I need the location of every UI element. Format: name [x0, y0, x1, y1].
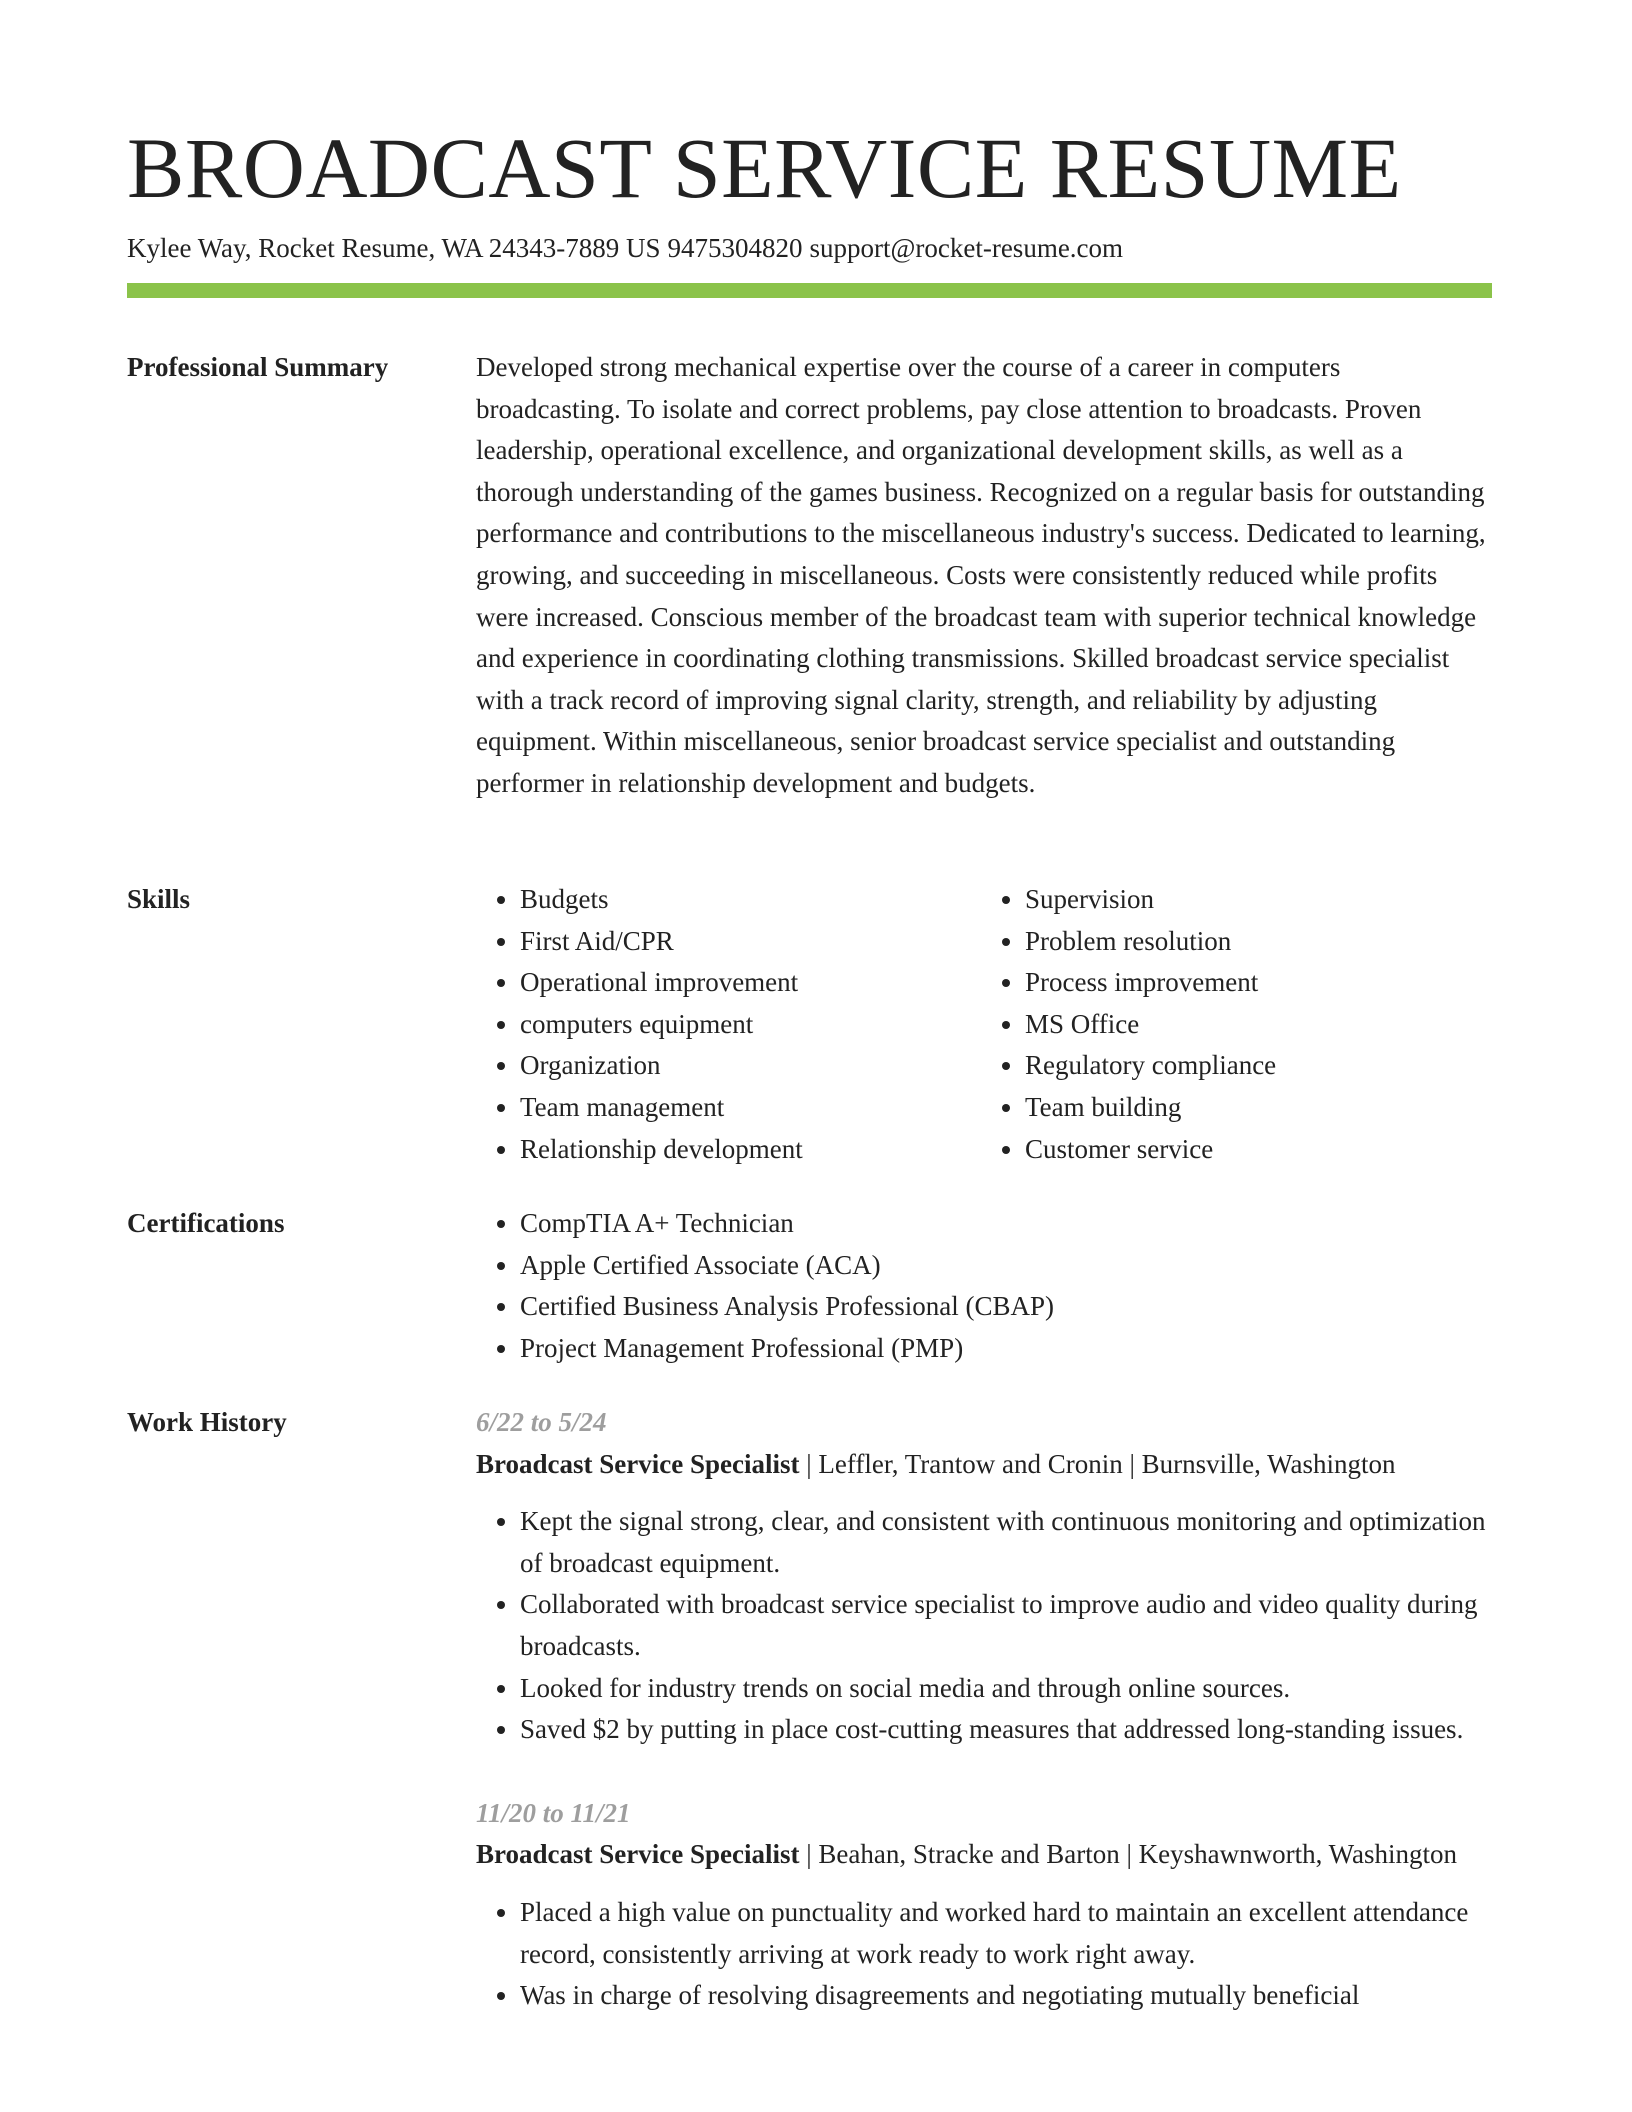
summary-text: Developed strong mechanical expertise over the course of a career in computers broadcasting. To isolate and correct problems, pay close attention to broadcasts. Proven leadership, operational excellence, and organizational development skills, as well as a thorough understanding of the games business. Recognized on a regular basis for outstanding performance and contributions to the miscellaneous industry's success. Dedicated to learning, growing, and succeeding in miscellaneous. Costs were consistently reduced while profits were increased. Conscious member of the broadcast team with superior technical knowledge and experience in coordinating clothing transmissions. Skilled broadcast service specialist with a track record of improving signal clarity, strength, and reliability by adjusting equipment. Within miscellaneous, senior broadcast service specialist and outstanding performer in relationship development and budgets.	[476, 352, 1486, 798]
job-bullet: • Saved $2 by putting in place cost-cutting measures that addressed long-standing issues.	[520, 1709, 1486, 1751]
skill-item: • Budgets	[520, 879, 981, 921]
certification-item: • Certified Business Analysis Professional (CBAP)	[520, 1286, 1486, 1328]
skills-body	[476, 879, 1486, 1170]
summary-heading: Professional Summary	[127, 352, 389, 382]
certification-item: • Apple Certified Associate (ACA)	[520, 1245, 1486, 1287]
job-title: Broadcast Service Specialist	[476, 1448, 800, 1479]
certifications-list	[476, 1203, 1486, 1369]
job-title: Broadcast Service Specialist	[476, 1839, 800, 1870]
summary-body	[476, 347, 1486, 805]
job-bullets	[476, 1501, 1486, 1751]
job-bullet: • Looked for industry trends on social media and through online sources.	[520, 1668, 1486, 1710]
resume-title: BROADCAST SERVICE RESUME	[127, 120, 1402, 216]
certifications-body	[476, 1203, 1486, 1369]
contact-phone: 9475304820	[667, 233, 803, 263]
skills-heading: Skills	[127, 884, 191, 914]
job-heading	[476, 1444, 1486, 1486]
skill-item: • Regulatory compliance	[1025, 1045, 1486, 1087]
skill-item: • Problem resolution	[1025, 921, 1486, 963]
skills-list-right	[981, 879, 1486, 1170]
skill-item: • computers equipment	[520, 1004, 981, 1046]
skill-item: • MS Office	[1025, 1004, 1486, 1046]
skill-item: • Customer service	[1025, 1129, 1486, 1171]
contact-address: Kylee Way, Rocket Resume, WA 24343-7889 US	[127, 233, 661, 263]
job-dates: 11/20 to 11/21	[476, 1797, 631, 1828]
skill-item: • First Aid/CPR	[520, 921, 981, 963]
skill-item: • Team management	[520, 1087, 981, 1129]
header-divider	[127, 283, 1492, 298]
contact-email: support@rocket-resume.com	[809, 233, 1124, 263]
certification-item: • CompTIA A+ Technician	[520, 1203, 1486, 1245]
certification-item: • Project Management Professional (PMP)	[520, 1328, 1486, 1370]
job-details: | Beahan, Stracke and Barton | Keyshawnworth, Washington	[799, 1839, 1457, 1870]
skill-item: • Team building	[1025, 1087, 1486, 1129]
job-bullet: • Kept the signal strong, clear, and consistent with continuous monitoring and optimization of broadcast equipment.	[520, 1501, 1486, 1584]
job-dates: 6/22 to 5/24	[476, 1407, 607, 1437]
skills-list-left	[476, 879, 981, 1170]
job-bullet: • Was in charge of resolving disagreements and negotiating mutually beneficial	[520, 1975, 1486, 2017]
skill-item: • Process improvement	[1025, 962, 1486, 1004]
skill-item: • Relationship development	[520, 1129, 981, 1171]
job-entry	[476, 1402, 1486, 1751]
job-heading	[476, 1834, 1486, 1876]
job-details: | Leffler, Trantow and Cronin | Burnsville, Washington	[799, 1448, 1396, 1479]
certifications-heading: Certifications	[127, 1208, 285, 1238]
work-history-heading: Work History	[127, 1407, 287, 1437]
job-bullet: • Placed a high value on punctuality and worked hard to maintain an excellent attendance record, consistently arriving at work ready to work right away.	[520, 1892, 1486, 1975]
skill-item: • Operational improvement	[520, 962, 981, 1004]
skill-item: • Supervision	[1025, 879, 1486, 921]
work-history-body	[476, 1402, 1486, 2017]
skill-item: • Organization	[520, 1045, 981, 1087]
job-bullets	[476, 1892, 1486, 2017]
job-entry	[476, 1793, 1486, 2017]
contact-line	[127, 230, 1123, 266]
job-bullet: • Collaborated with broadcast service specialist to improve audio and video quality during broadcasts.	[520, 1584, 1486, 1667]
